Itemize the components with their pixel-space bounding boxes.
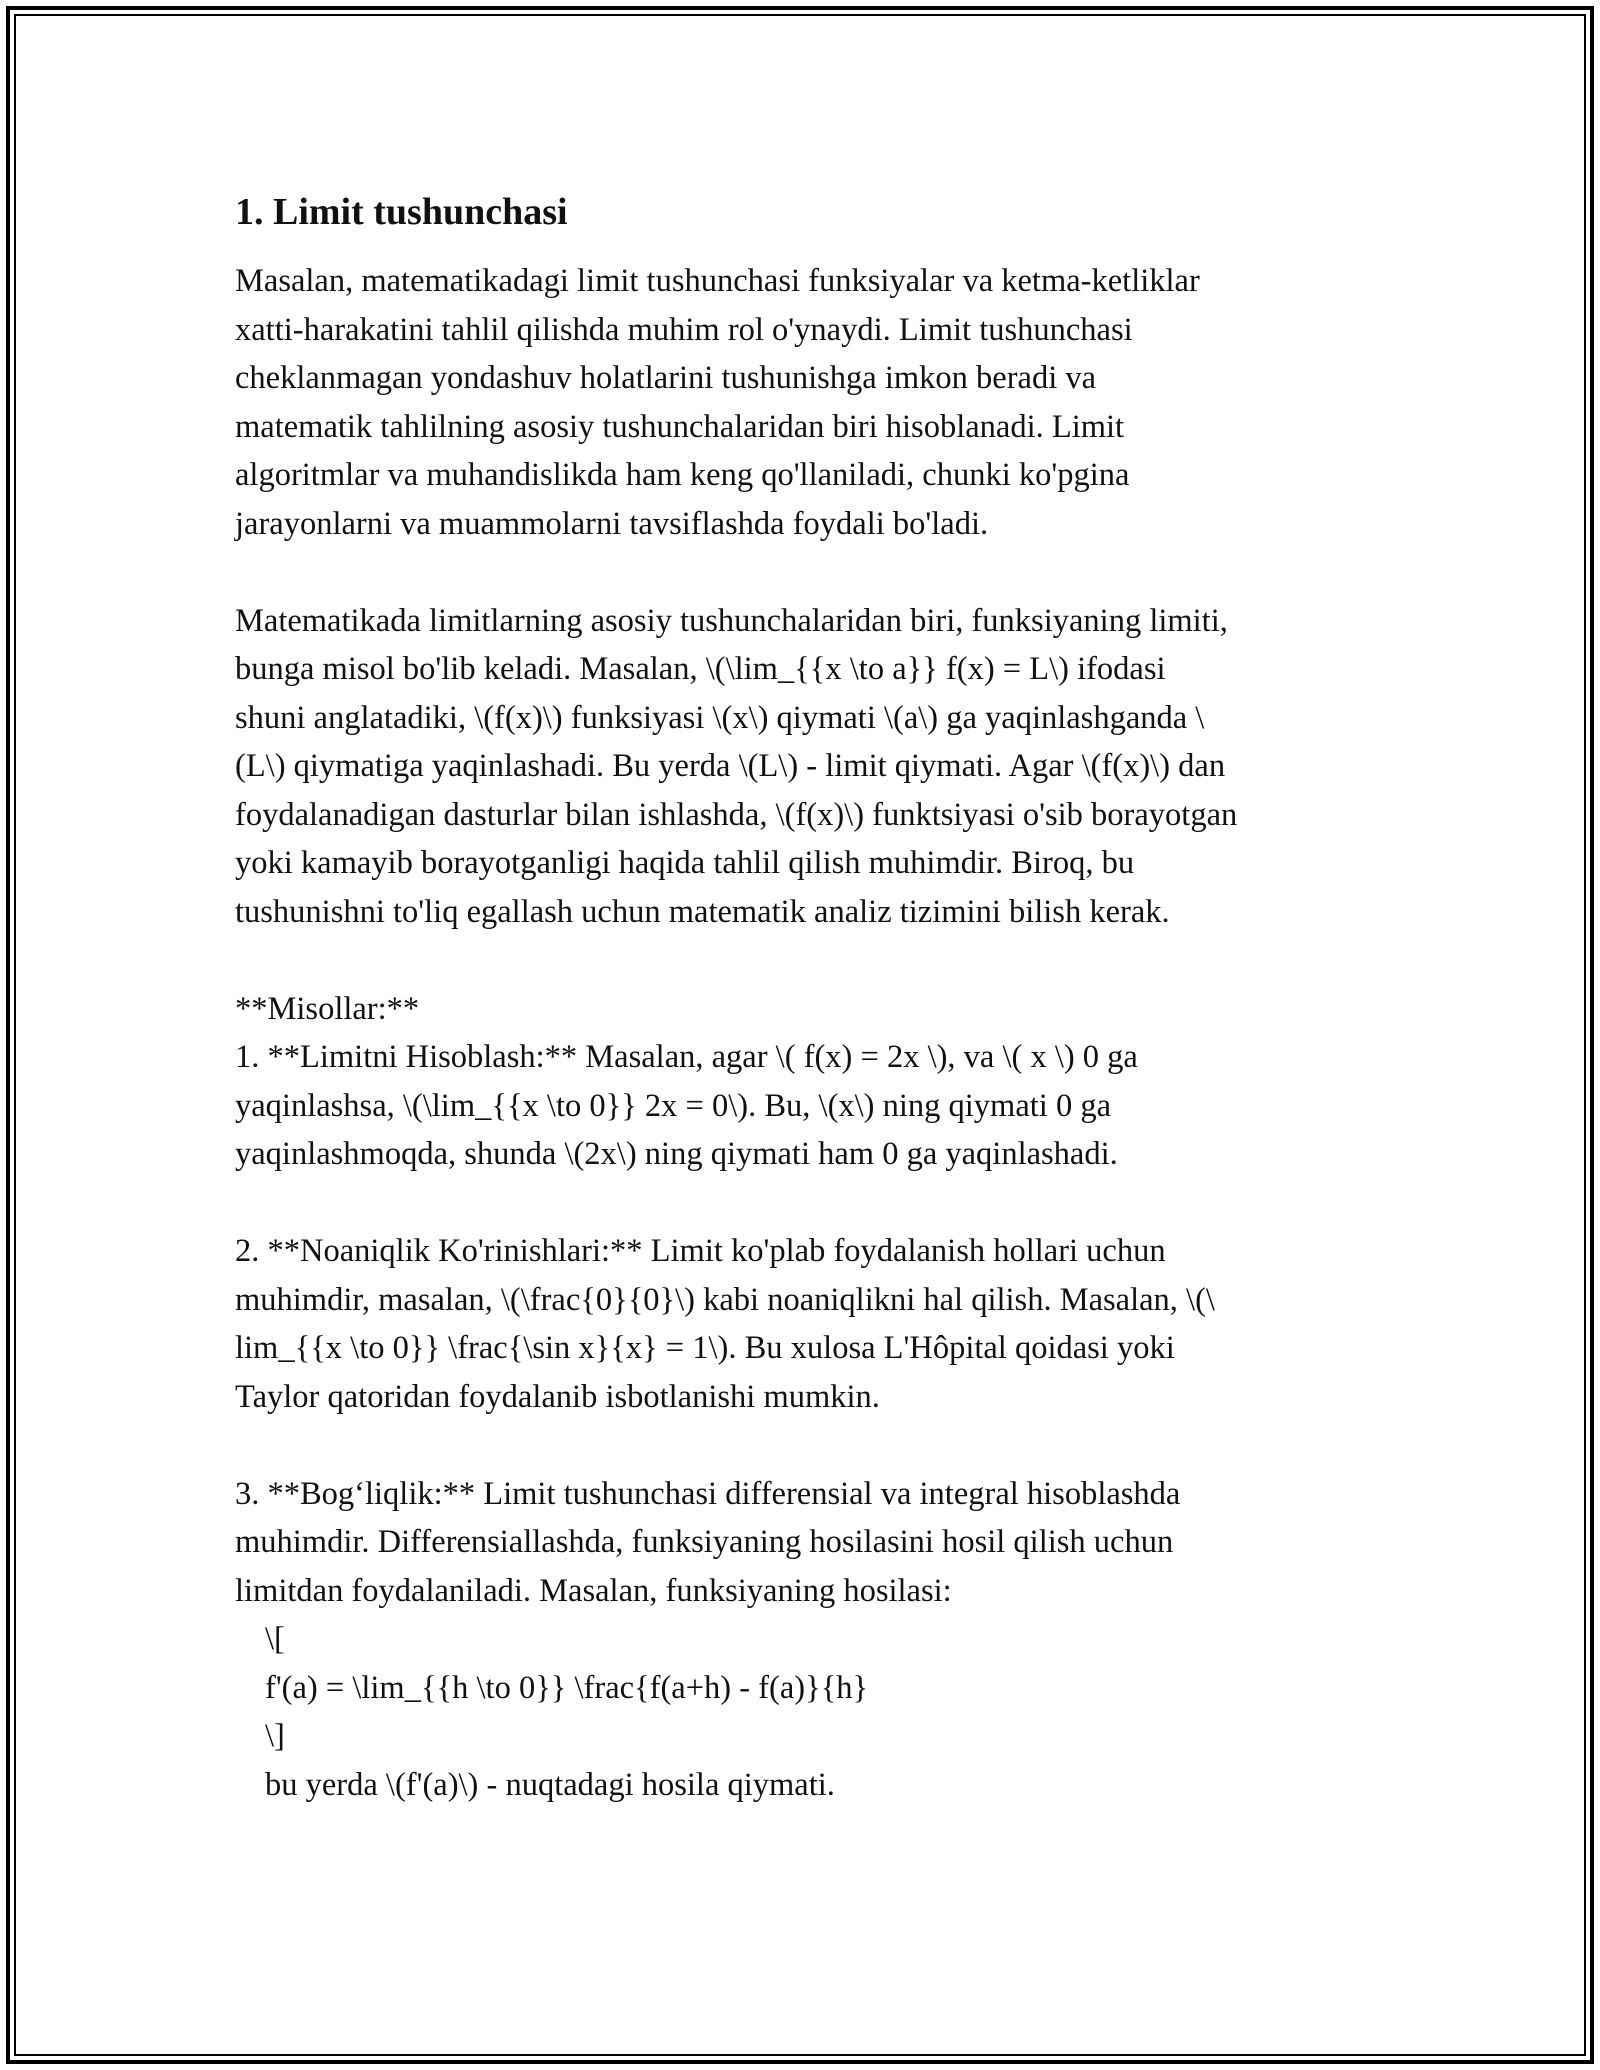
limit-definition-paragraph bbox=[235, 597, 1385, 937]
text-line: algoritmlar va muhandislikda ham keng qo'llaniladi, chunki ko'pgina bbox=[235, 457, 1130, 493]
intro-paragraph bbox=[235, 257, 1385, 548]
examples-title: **Misollar:** bbox=[235, 990, 420, 1027]
text-line: muhimdir, masalan, \(\frac{0}{0}\) kabi noaniqlikni hal qilish. Masalan, \(\ bbox=[235, 1281, 1215, 1318]
text-line: limitdan foydalaniladi. Masalan, funksiyaning hosilasi: bbox=[235, 1572, 952, 1609]
text-line: yaqinlashsa, \(\lim_{{x \to 0}} 2x = 0\). Bu, \(x\) ning qiymati 0 ga bbox=[235, 1087, 1111, 1124]
example-3-block bbox=[235, 1470, 1385, 1810]
text-line: jarayonlarni va muammolarni tavsiflashda foydali bo'ladi. bbox=[235, 505, 989, 542]
section-heading: 1. Limit tushunchasi bbox=[235, 191, 568, 233]
example-2-block bbox=[235, 1227, 1385, 1421]
text-line: xatti-harakatini tahlil qilishda muhim rol o'ynaydi. Limit tushunchasi bbox=[235, 311, 1133, 348]
text-line: bunga misol bo'lib keladi. Masalan, \(\lim_{{x \to a}} f(x) = L\) ifodasi bbox=[235, 651, 1166, 687]
text-line: Masalan, matematikadagi limit tushunchasi funksiyalar va ketma-ketliklar bbox=[235, 263, 1200, 299]
text-line: tushunishni to'liq egallash uchun matematik analiz tizimini bilish kerak. bbox=[235, 893, 1170, 930]
formula-line: \[ bbox=[265, 1621, 285, 1657]
text-line: foydalanadigan dasturlar bilan ishlashda, \(f(x)\) funktsiyasi o'sib borayotgan bbox=[235, 796, 1238, 833]
example-1-block bbox=[235, 985, 1385, 1179]
formula-note: bu yerda \(f'(a)\) - nuqtadagi hosila qiymati. bbox=[265, 1766, 835, 1803]
text-line: (L\) qiymatiga yaqinlashadi. Bu yerda \(L\) - limit qiymati. Agar \(f(x)\) dan bbox=[235, 748, 1226, 784]
text-line: shuni anglatadiki, \(f(x)\) funksiyasi \(x\) qiymati \(a\) ga yaqinlashganda \ bbox=[235, 699, 1205, 736]
text-line: Matematikada limitlarning asosiy tushunchalaridan biri, funksiyaning limiti, bbox=[235, 602, 1228, 639]
formula-line: \] bbox=[265, 1718, 285, 1754]
text-line: cheklanmagan yondashuv holatlarini tushunishga imkon beradi va bbox=[235, 360, 1097, 396]
text-line: muhimdir. Differensiallashda, funksiyaning hosilasini hosil qilish uchun bbox=[235, 1524, 1174, 1560]
text-line: lim_{{x \to 0}} \frac{\sin x}{x} = 1\). Bu xulosa L'Hôpital qoidasi yoki bbox=[235, 1330, 1175, 1366]
document-body bbox=[235, 185, 1385, 1858]
text-line: 2. **Noaniqlik Ko'rinishlari:** Limit ko'plab foydalanish hollari uchun bbox=[235, 1233, 1166, 1269]
text-line: 3. **Bog‘liqlik:** Limit tushunchasi differensial va integral hisoblashda bbox=[235, 1475, 1181, 1512]
text-line: matematik tahlilning asosiy tushunchalaridan biri hisoblanadi. Limit bbox=[235, 408, 1125, 445]
formula-line: f'(a) = \lim_{{h \to 0}} \frac{f(a+h) - f(a)}{h} bbox=[265, 1669, 869, 1706]
text-line: yoki kamayib borayotganligi haqida tahlil qilish muhimdir. Biroq, bu bbox=[235, 845, 1135, 881]
text-line: yaqinlashmoqda, shunda \(2x\) ning qiymati ham 0 ga yaqinlashadi. bbox=[235, 1136, 1118, 1172]
text-line: Taylor qatoridan foydalanib isbotlanishi mumkin. bbox=[235, 1378, 880, 1415]
text-line: 1. **Limitni Hisoblash:** Masalan, agar \( f(x) = 2x \), va \( x \) 0 ga bbox=[235, 1039, 1138, 1075]
